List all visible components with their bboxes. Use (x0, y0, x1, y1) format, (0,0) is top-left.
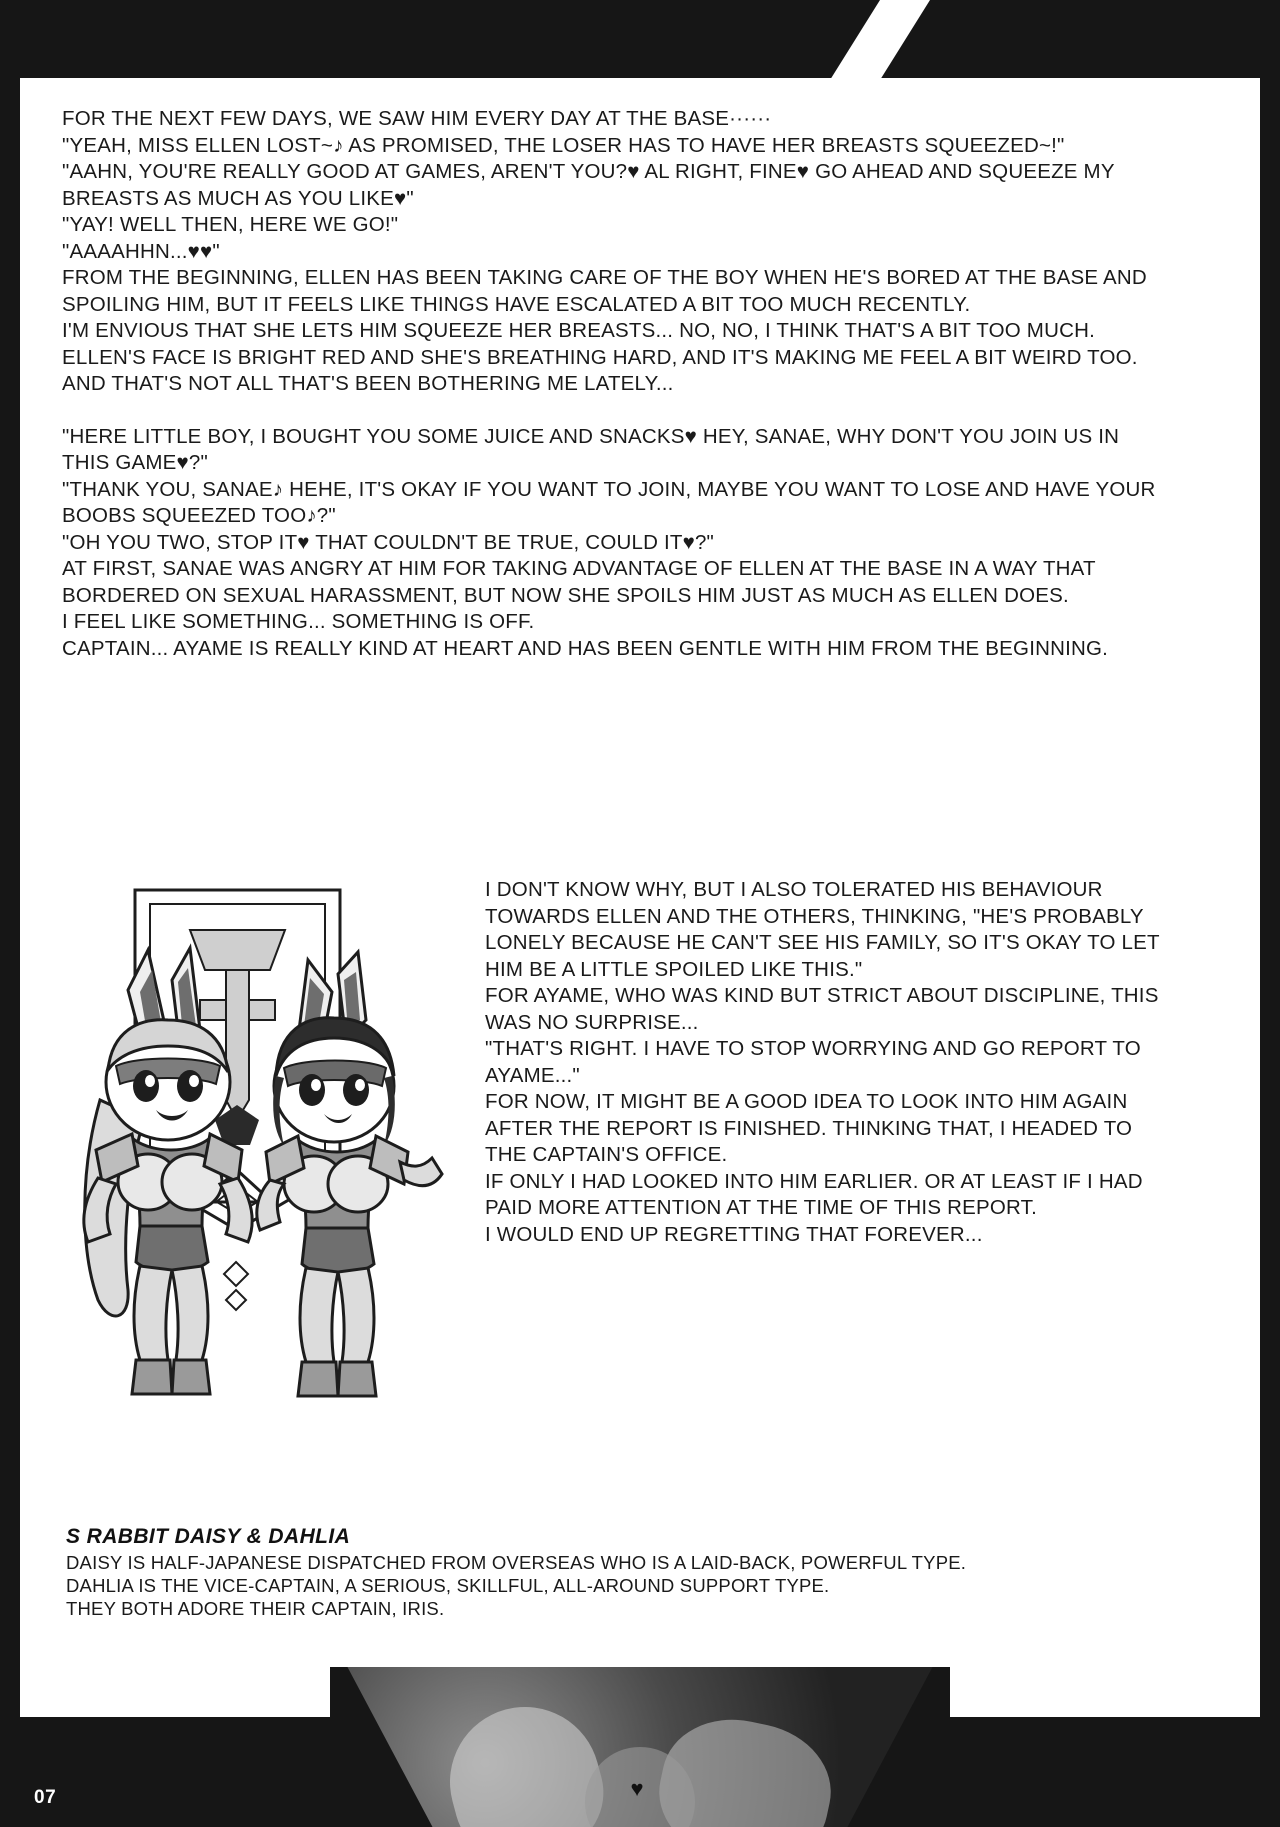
caption-title: S RABBIT DAISY & DAHLIA (66, 1525, 351, 1548)
story-line: "THANK YOU, SANAE♪ HEHE, IT'S OKAY IF YOU WANT TO JOIN, MAYBE YOU WANT TO LOSE AND HAVE YOUR BOOBS SQUEEZED TOO♪?" (62, 477, 1156, 527)
story-line: FROM THE BEGINNING, ELLEN HAS BEEN TAKING CARE OF THE BOY WHEN HE'S BORED AT THE BASE AND SPOILING HIM, BUT IT FEELS LIKE THINGS HAVE ESCALATED A BIT TOO MUCH RECENTLY. (62, 266, 1147, 316)
right-column-line: IF ONLY I HAD LOOKED INTO HIM EARLIER. OR AT LEAST IF I HAD PAID MORE ATTENTION AT THE TIME OF THIS REPORT. (485, 1169, 1143, 1219)
heart-icon: ♥ (630, 1776, 644, 1801)
right-column-line: "THAT'S RIGHT. I HAVE TO STOP WORRYING AND GO REPORT TO AYAME..." (485, 1037, 1141, 1087)
right-column-text-block (485, 877, 1175, 1248)
page-number: 07 (34, 1787, 57, 1808)
story-line: FOR THE NEXT FEW DAYS, WE SAW HIM EVERY DAY AT THE BASE······ (62, 107, 772, 130)
story-line: "HERE LITTLE BOY, I BOUGHT YOU SOME JUICE AND SNACKS♥ HEY, SANAE, WHY DON'T YOU JOIN US IN THIS GAME♥?" (62, 424, 1120, 474)
right-column-line: FOR AYAME, WHO WAS KIND BUT STRICT ABOUT DISCIPLINE, THIS WAS NO SURPRISE... (485, 984, 1159, 1034)
paragraph-spacer (62, 398, 1162, 424)
right-frame-band (1260, 0, 1280, 1827)
bottom-artwork-strip (330, 1667, 950, 1827)
illustration-svg (40, 870, 470, 1510)
story-line: CAPTAIN... AYAME IS REALLY KIND AT HEART AND HAS BEEN GENTLE WITH HIM FROM THE BEGINNING. (62, 636, 1109, 660)
top-frame-notch-dark (881, 0, 1280, 78)
right-column-line: I WOULD END UP REGRETTING THAT FOREVER... (485, 1222, 983, 1246)
story-text-block (62, 106, 1162, 662)
story-line: "YAY! WELL THEN, HERE WE GO!" (62, 213, 399, 236)
story-line: I'M ENVIOUS THAT SHE LETS HIM SQUEEZE HER BREASTS... NO, NO, I THINK THAT'S A BIT TOO MUCH. ELLEN'S FACE IS BRIGHT RED AND SHE'S BREATHING HARD, AND IT'S MAKING ME FEEL A BIT WEIRD TOO. (62, 319, 1138, 369)
left-frame-band (0, 0, 20, 1827)
illustration-caption (66, 1525, 1126, 1620)
caption-line: DAHLIA IS THE VICE-CAPTAIN, A SERIOUS, SKILLFUL, ALL-AROUND SUPPORT TYPE. (66, 1575, 830, 1596)
story-line: AT FIRST, SANAE WAS ANGRY AT HIM FOR TAKING ADVANTAGE OF ELLEN AT THE BASE IN A WAY THAT BORDERED ON SEXUAL HARASSMENT, BUT NOW SHE SPOILS HIM JUST AS MUCH AS ELLEN DOES. (62, 557, 1096, 607)
chibi-illustration (40, 870, 470, 1510)
caption-line: DAISY IS HALF-JAPANESE DISPATCHED FROM OVERSEAS WHO IS A LAID-BACK, POWERFUL TYPE. (66, 1552, 967, 1573)
story-line: "AAAAHHN...♥♥" (62, 239, 220, 263)
right-column-line: FOR NOW, IT MIGHT BE A GOOD IDEA TO LOOK INTO HIM AGAIN AFTER THE REPORT IS FINISHED. THINKING THAT, I HEADED TO THE CAPTAIN'S OFFICE. (485, 1090, 1133, 1166)
story-line: "YEAH, MISS ELLEN LOST~♪ AS PROMISED, THE LOSER HAS TO HAVE HER BREASTS SQUEEZED~!" (62, 133, 1065, 157)
right-column-line: I DON'T KNOW WHY, BUT I ALSO TOLERATED HIS BEHAVIOUR TOWARDS ELLEN AND THE OTHERS, THINKING, "HE'S PROBABLY LONELY BECAUSE HE CAN'T SEE HIS FAMILY, SO IT'S OKAY TO LET HIM BE A LITTLE SPOILED LIKE THIS." (485, 878, 1160, 981)
story-line: "AAHN, YOU'RE REALLY GOOD AT GAMES, AREN'T YOU?♥ AL RIGHT, FINE♥ GO AHEAD AND SQUEEZE MY BREASTS AS MUCH AS YOU LIKE♥" (62, 160, 1115, 210)
story-line: "OH YOU TWO, STOP IT♥ THAT COULDN'T BE TRUE, COULD IT♥?" (62, 530, 715, 554)
caption-line: THEY BOTH ADORE THEIR CAPTAIN, IRIS. (66, 1598, 445, 1619)
story-line: I FEEL LIKE SOMETHING... SOMETHING IS OFF. (62, 610, 535, 633)
story-line: AND THAT'S NOT ALL THAT'S BEEN BOTHERING ME LATELY... (62, 372, 674, 395)
